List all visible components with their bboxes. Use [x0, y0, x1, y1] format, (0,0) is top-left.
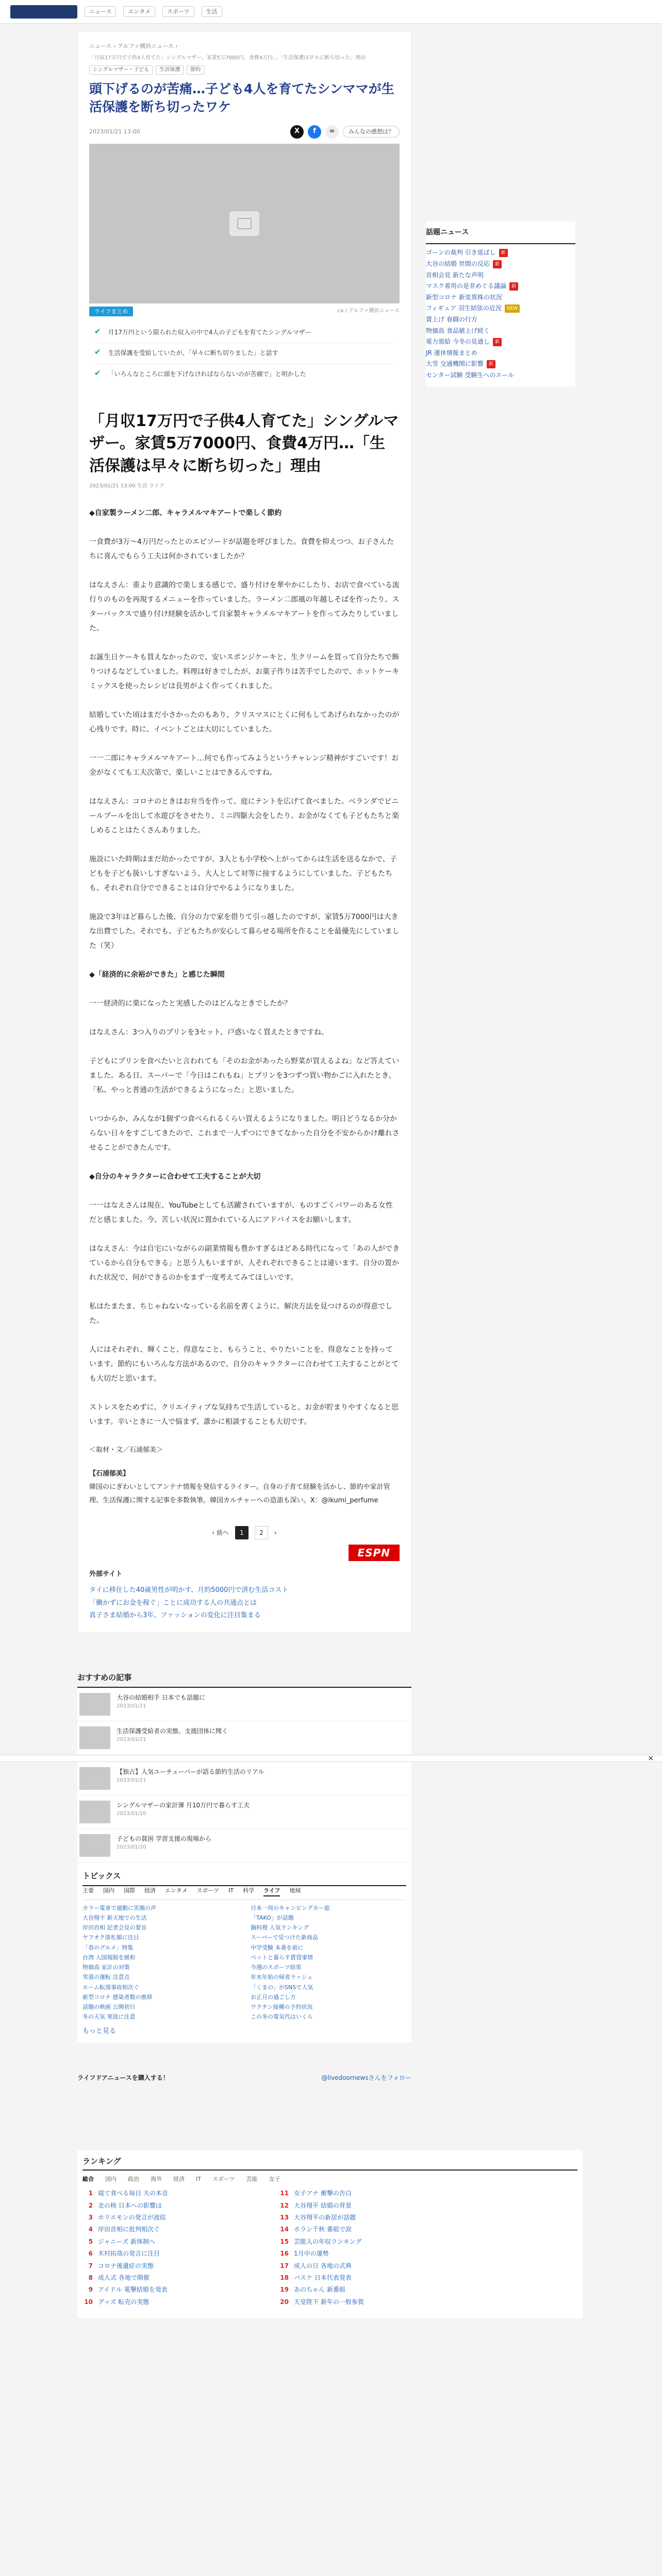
item-link[interactable]: 冬の天気 寒波に注意 [82, 2013, 136, 2021]
recommend-item[interactable]: 大谷の結婚相手 日本でも話題に 2023/01/21 [77, 1688, 411, 1721]
topic-item[interactable] [82, 1972, 237, 1982]
rank-number: 1 [88, 2190, 93, 2197]
item-link[interactable]: 成人式 各地で開催 [98, 2274, 150, 2282]
item-link[interactable]: カラー電車で通勤に笑顔の声 [82, 1904, 156, 1911]
recommend-item[interactable]: 【独占】人気ユーチューバーが語る節約生活のリアル 2023/01/21 [77, 1762, 411, 1795]
topic-item[interactable] [251, 1943, 405, 1953]
trending-item[interactable]: ゴーンの裁判 引き延ばし 新 [426, 247, 575, 259]
pager-prev[interactable]: ‹ 前へ [212, 1529, 229, 1536]
trending-item[interactable]: 賃上げ 春闘の行方 [426, 315, 477, 323]
item-link[interactable]: 鍋料理 人気ランキング [251, 1924, 309, 1931]
ranking-item[interactable] [82, 2296, 258, 2308]
ranking-heading: ランキング [82, 2155, 577, 2171]
ranking-tab[interactable]: IT [196, 2175, 201, 2182]
trending-item[interactable]: センター試験 受験生へのエール [426, 371, 515, 379]
rank-number: 13 [280, 2214, 289, 2222]
pager-page-1[interactable]: 1 [235, 1526, 249, 1539]
topic-item[interactable] [82, 1923, 237, 1933]
ranking-item[interactable] [82, 2236, 258, 2248]
thumbnail [79, 1834, 110, 1857]
summary-item: ✔ 生活保護を受給していたが、「早々に断ち切りました」と話す [94, 343, 394, 364]
ranking-tabs [82, 2175, 577, 2184]
trending-box [426, 222, 575, 386]
buy-link[interactable]: ライフドアニュースを購入する！ [77, 2074, 169, 2081]
new-badge: NEW [505, 304, 520, 313]
rank-number: 7 [88, 2262, 93, 2269]
recommend-item[interactable]: シングルマザーの家計簿 月10万円で暮らす工夫 2023/01/20 [77, 1795, 411, 1829]
content-wrap [0, 24, 662, 1633]
ranking-tab[interactable]: 政治 [128, 2175, 139, 2182]
item-link[interactable]: あのちゃん 新番組 [294, 2286, 345, 2294]
topic-item[interactable] [251, 1962, 405, 1972]
article-paragraph: はなえさん：コロナのときはお弁当を作って、庭にテントを広げて食べました。ベランダでビニールプールを出して水遊びをさせたり、ミニ四駆大会をしたり。お金がなくても子どもたちと楽しめることはたくさんありました。 [89, 798, 400, 835]
item-link[interactable]: バスケ 日本代表発表 [294, 2274, 352, 2282]
article-paragraph: 子どもにプリンを食べたいと言われても「そのお金があったら野菜が買えるよね」など答えていました。ある日、スーパーで「今日はこれもね」とプリンを3つずつ買い物かごに入れたとき、「私、やっと普通の生活ができるようになった」と思いました。 [89, 1057, 400, 1095]
tag-saving[interactable]: 節約 [187, 65, 204, 75]
topic-item[interactable] [251, 1913, 405, 1923]
topic-item[interactable] [251, 1992, 405, 2002]
item-link[interactable]: 中学受験 本番を前に [251, 1944, 304, 1951]
thumbnail [79, 1693, 110, 1716]
item-link[interactable]: 大谷翔平 結婚の背景 [294, 2201, 352, 2209]
nav-chip-life[interactable]: 生活 [202, 6, 222, 18]
item-link[interactable]: 木村拓哉の発言に注目 [98, 2250, 160, 2258]
article-title: 「月収17万円で子供4人育てた」シングルマザー。家賃5万7000円、食費4万円…「生活保護は早々に断ち切った」理由 [89, 412, 399, 475]
ranking-item[interactable] [82, 2200, 258, 2212]
follow-link[interactable]: @livedoornewsさんをフォロー [321, 2074, 411, 2081]
article-paragraph: 一一はなえさんは現在、YouTubeとしても活躍されていますが、ものすごくパワーのある女性だと感じました。今、苦しい状況に置かれている人にアドバイスをお願いします。 [89, 1201, 393, 1225]
ranking-item[interactable] [278, 2200, 454, 2212]
rank-number: 14 [280, 2226, 289, 2233]
article-paragraph: 施設で3年ほど暮らした後、自分の力で家を借りて引っ越したのですが、家賃5万7000円は大きな出費でした。それでも、子どもたちが安心して暮らせる場所を作ることを最優先にしていました（笑） [89, 913, 400, 951]
article-subheading: ◆自家製ラーメン二郎、キャラメルマキアートで楽しく節約 [89, 509, 282, 518]
rank-number: 3 [88, 2214, 93, 2222]
item-link[interactable]: ペットと暮らす賃貸事情 [251, 1954, 313, 1961]
espn-banner[interactable] [89, 1545, 400, 1561]
topics-tab[interactable]: IT [228, 1887, 234, 1894]
ranking-tab[interactable]: 経済 [173, 2175, 185, 2182]
external-sites-heading: 外部サイト [89, 1570, 123, 1579]
rank-number: 12 [280, 2201, 289, 2209]
external-link[interactable]: タイに移住した40歳男性が明かす、月約5000円で済む生活コスト [89, 1586, 289, 1595]
article-paragraph: いつからか、みんなが1個ずつ食べられるくらい買えるようになりました。明日どうなるか分からない日々をすごしてきたので、これまで一人ずつにできてなかった自分を不安からかけ離れさせることができたんです。 [89, 1115, 400, 1153]
new-badge: 新 [493, 260, 502, 268]
ranking-tab[interactable]: スポーツ [212, 2175, 235, 2182]
topics-left-list [82, 1903, 237, 2022]
check-icon: ✔ [94, 347, 101, 357]
lower-section [77, 1664, 411, 1755]
ranking-item[interactable] [278, 2260, 454, 2272]
share-x-icon[interactable]: X [290, 125, 304, 139]
ranking-right [278, 2188, 454, 2308]
rank-number: 4 [88, 2226, 93, 2233]
close-icon[interactable]: × [648, 1754, 654, 1762]
overlay-close-bar [0, 1755, 662, 1762]
topic-item[interactable] [251, 1972, 405, 1982]
trending-item[interactable]: 大谷の結婚 世間の反応 新 [426, 259, 575, 270]
tag-list [89, 65, 400, 75]
new-badge: 新 [487, 360, 495, 368]
lower-section-2 [77, 1762, 411, 2083]
item-link[interactable]: 話題の映画 公開初日 [82, 2004, 136, 2011]
item-link[interactable]: 年末年始の帰省ラッシュ [251, 1974, 313, 1981]
ranking-item[interactable] [278, 2284, 454, 2296]
nav-chip-entertainment[interactable]: エンタメ [123, 6, 155, 18]
article-paragraph: 私はたまたま、ちじゃねないなっている名前を書くように、解決方法を見つけるのが得意でした。 [89, 1302, 392, 1326]
item-link[interactable]: ホラン千秋 番組で涙 [294, 2226, 352, 2233]
date-share-row [89, 125, 400, 139]
item-link[interactable]: 北の核 日本への影響は [98, 2201, 162, 2209]
ranking-item[interactable] [82, 2212, 258, 2224]
topic-item[interactable] [82, 1992, 237, 2002]
photo-credit: ca / アルファ横浜ニュース [337, 308, 400, 314]
ranking-columns [82, 2188, 577, 2308]
trending-item[interactable]: 首相会見 新たな声明 [426, 271, 484, 279]
item-link[interactable]: 「TAKO」が話題 [251, 1914, 294, 1921]
rank-number: 18 [280, 2274, 289, 2282]
recommend-list [77, 1688, 411, 1755]
item-link[interactable]: 芸能人の年収ランキング [294, 2238, 362, 2245]
rank-number: 11 [280, 2190, 289, 2197]
rank-number: 17 [280, 2262, 289, 2269]
item-link[interactable]: 新型コロナ 感染者数の推移 [82, 1993, 153, 2001]
article-paragraph: 人にはそれぞれ、輝くこと、得意なこと、もらうこと、やりたいことを、得意なことを持っています。節約にもいろんな方法があるので、自分のキャラクターに合わせて工夫することがとても大切だと思います。 [89, 1346, 399, 1383]
article-photo [89, 144, 400, 303]
article-paragraph: 一食費が3万～4万円だったとのエピソードが話題を呼びました。食費を抑えつつ、お子さんたちに喜んでもらう工夫は何かされていましたか？ [89, 538, 394, 561]
topic-item[interactable] [251, 1923, 405, 1933]
article-paragraph: お誕生日ケーキも買えなかったので、安いスポンジケーキと、生クリームを買って自分たちで飾りつけるなどしていました。料理は好きでしたが、お菓子作りは苦手でしたので、ホットケーキミックスを使ったレシピは長男がよく作ってくれました。 [89, 653, 400, 691]
topics-heading: トピックス [82, 1868, 406, 1886]
article-paragraph: 一一経済的に楽になったと実感したのはどんなときでしたか？ [89, 999, 291, 1008]
article-paragraph: はなえさん：今は自宅にいながらの副業情報も豊かすぎるほどある時代になって「あの人ができているから自分もできる」と思う人もいますが、人それぞれできることは違います。自分の置かれた状況で、何ができるのかをまず一度考えてみてほしいです。 [89, 1245, 400, 1282]
external-links [89, 1584, 400, 1622]
author-credits [89, 1444, 400, 1507]
item-link[interactable]: 大谷翔平の新居が話題 [294, 2214, 356, 2222]
ranking-item[interactable] [82, 2272, 258, 2284]
nav-chip-news[interactable]: ニュース [85, 6, 116, 18]
topics-tab[interactable]: 主要 [82, 1887, 94, 1894]
ranking-tab[interactable]: 女子 [269, 2175, 280, 2182]
sidebar [426, 31, 575, 1633]
topic-item[interactable] [82, 1953, 237, 1962]
reaction-button[interactable]: みんなの感想は？ [343, 126, 400, 138]
rank-number: 6 [88, 2250, 93, 2258]
copy-link-icon[interactable]: ∞ [325, 125, 339, 139]
recommend-item[interactable]: 子どもの貧困 学習支援の現場から 2023/01/20 [77, 1829, 411, 1862]
topics-columns [82, 1903, 406, 2022]
article-body [89, 506, 400, 1429]
topics-more-link[interactable]: もっと見る [82, 2027, 117, 2035]
ranking-item[interactable] [82, 2224, 258, 2235]
item-link[interactable]: 1月中の運勢 [294, 2250, 329, 2258]
topic-item[interactable] [82, 2002, 237, 2012]
external-link[interactable]: 真子さま結婚から3年、ファッションの変化に注目集まる [89, 1612, 261, 1620]
article-subheading: ◆「経済的に余裕ができた」と感じた瞬間 [89, 971, 225, 979]
thumbnail [79, 1801, 110, 1823]
nav-chip-sports[interactable]: スポーツ [162, 6, 194, 18]
new-badge: 新 [493, 338, 502, 346]
item-link[interactable]: ジャニーズ 新体制へ [98, 2238, 155, 2245]
article-paragraph: 結婚していた頃はまだ小さかったのもあり、クリスマスにとくに何もしてあげられなかったのが心残りです。時に、イベントごとは大切にしていました。 [89, 711, 400, 734]
ranking-left [82, 2188, 258, 2308]
item-link[interactable]: 台湾 入国規制を緩和 [82, 1954, 136, 1961]
item-link[interactable]: グッズ 転売の実態 [98, 2298, 150, 2306]
article-date: 2023/01/21 13:00 生活 ライフ [89, 483, 164, 489]
article-paragraph: ストレスをためずに、クリエイティブな気持ちで生活していると、お金が貯まりやすくなると思います。辛いときに一人で悩まず、誰かに相談することも大切です。 [89, 1403, 399, 1427]
item-link[interactable]: 大谷翔平 新天地での生活 [82, 1914, 147, 1921]
topics-tab[interactable]: スポーツ [196, 1887, 220, 1894]
item-link[interactable]: 女子アナ 衝撃の告白 [294, 2190, 352, 2197]
breadcrumb[interactable]: ニュース › アルファ横浜ニュース › [89, 43, 178, 49]
topics-tab[interactable]: 地域 [289, 1887, 301, 1894]
item-link[interactable]: 寝て食べる毎日 夫の本音 [98, 2190, 168, 2197]
topic-item[interactable] [251, 1982, 405, 1992]
summary-item: ✔ 「いろんなところに頭を下げなければならないのが苦痛で」と明かした [94, 368, 306, 378]
trending-item[interactable]: JR 運休情報まとめ [426, 349, 477, 357]
topic-item[interactable] [251, 1953, 405, 1962]
article-subheading: ◆自分のキャラクターに合わせて工夫することが大切 [89, 1173, 261, 1181]
ranking-box [77, 2150, 583, 2319]
recommend-list-more [77, 1762, 411, 1862]
trending-item[interactable]: 電力需給 今冬の見通し 新 [426, 336, 575, 348]
rank-number: 19 [280, 2286, 289, 2294]
trending-item[interactable]: フィギュア 羽生結弦の近況 NEW [426, 303, 575, 314]
item-link[interactable]: 物価高 家計の対策 [82, 1964, 130, 1971]
thumbnail [79, 1767, 110, 1790]
item-link[interactable]: 岸田首相に批判相次ぐ [98, 2226, 160, 2233]
recommend-item[interactable]: 生活保護受給者の実態、支援団体に聞く 2023/01/21 [77, 1721, 411, 1755]
item-link[interactable]: お正月の過ごし方 [251, 1993, 296, 2001]
topic-item[interactable] [82, 1933, 237, 1942]
new-badge: 新 [499, 249, 508, 257]
espn-logo: ESPN [349, 1545, 400, 1561]
pager-page-2[interactable]: 2 [255, 1526, 268, 1539]
trending-heading: 話題ニュース [426, 222, 575, 244]
author-bio-heading: 【石浦郁美】 [89, 1470, 130, 1478]
item-link[interactable]: 「くまの」がSNSで人気 [251, 1984, 313, 1991]
article-paragraph: はなえさん：3つ入りのプリンを3セット、戸惑いなく買えたときですね。 [89, 1028, 328, 1037]
item-link[interactable]: ホリエモンの発言が波紋 [98, 2214, 166, 2222]
item-link[interactable]: この冬の電気代はいくら [251, 2013, 313, 2021]
follow-row [77, 2073, 411, 2083]
topic-item[interactable] [251, 2002, 405, 2012]
rank-number: 8 [88, 2274, 93, 2282]
item-link[interactable]: 「春のグルメ」特集 [82, 1944, 134, 1951]
trending-item[interactable]: 大雪 交通機関に影響 新 [426, 359, 575, 370]
check-icon: ✔ [94, 368, 101, 378]
article-paragraph: 一一二郎にキャラメルマキアート…何でも作ってみようというチャレンジ精神がすごいです！お金がなくても工夫次第で、楽しいことはできるんですね。 [89, 754, 399, 777]
trending-list [426, 247, 575, 381]
photo-caption-row [89, 307, 400, 317]
rank-number: 16 [280, 2250, 289, 2258]
rank-number: 9 [88, 2286, 93, 2294]
image-placeholder-icon [229, 211, 259, 236]
topics-box [77, 1862, 411, 2042]
trending-item[interactable]: 物価高 食品値上げ続く [426, 327, 490, 334]
author-bio: 韓国のにぎわいとしてアンテナ情報を発信するライター。自身の子育て経験を活かし、節約や家計管理、生活保護に関する記事を多数執筆。韓国カルチャーへの造詣も深い。X：@ikumi_perfume [89, 1483, 390, 1505]
rank-number: 15 [280, 2238, 289, 2245]
trending-item[interactable]: マスク着用の是非めぐる議論 新 [426, 281, 575, 292]
topics-tab-active[interactable]: ライフ [263, 1886, 280, 1896]
summary-item: ✔ 月17万円という限られた収入の中で4人の子どもを育てたシングルマザー [94, 323, 394, 343]
topics-tab[interactable]: 国際 [124, 1887, 135, 1894]
item-link[interactable]: ワクチン接種の予約状況 [251, 2004, 313, 2011]
item-link[interactable]: 天皇陛下 新年の一般参賀 [294, 2298, 364, 2306]
category-badge[interactable]: ライフまとめ [89, 307, 133, 317]
rank-number: 20 [280, 2298, 289, 2306]
item-link[interactable]: スーパーで見つけた新商品 [251, 1934, 318, 1941]
new-badge: 新 [509, 282, 518, 291]
ranking-item[interactable] [82, 2260, 258, 2272]
rank-number: 5 [88, 2238, 93, 2245]
ranking-tab[interactable]: 総合 [82, 2175, 94, 2182]
trending-item[interactable]: 新型コロナ 新変異株の状況 [426, 293, 502, 301]
item-link[interactable]: アイドル 電撃結婚を発表 [98, 2286, 168, 2294]
article-column [77, 31, 411, 1633]
topic-item[interactable] [251, 1933, 405, 1942]
ranking-item[interactable] [278, 2296, 454, 2308]
summary-list [89, 323, 400, 384]
tag-single-mother[interactable]: シングルマザー・子ども [89, 65, 153, 75]
topics-tabs [82, 1886, 406, 1900]
item-link[interactable]: 成人の日 各地の式典 [294, 2262, 352, 2269]
item-link[interactable]: 今週のスポーツ結果 [251, 1964, 302, 1971]
item-link[interactable]: 岸田首相 記者会見の要旨 [82, 1924, 147, 1931]
topic-item[interactable] [82, 1962, 237, 1972]
ranking-item[interactable] [82, 2248, 258, 2260]
topic-item[interactable] [251, 1903, 405, 1913]
share-buttons [290, 125, 400, 139]
item-link[interactable]: 日本一周のキャンピングカー旅 [251, 1904, 330, 1911]
ranking-item[interactable] [278, 2188, 454, 2199]
page-headline: 頭下げるのが苦痛…子ども4人を育てたシンママが生活保護を断ち切ったワケ [89, 81, 394, 114]
article-paragraph: はなえさん：重より意識的で楽しまる感じで、盛り付けを華やかにしたり、お店で食べている流行りのものを再現するメニューを作っていました。ラーメン二郎風の年越しそばを作ったり、スターバックスで盛り付け経験を活かして自家製キャラメルマキアートを作ってみたりしていました。 [89, 581, 400, 633]
topic-item[interactable] [82, 1943, 237, 1953]
site-logo[interactable] [10, 5, 77, 19]
topic-item[interactable] [82, 1913, 237, 1923]
pager-next[interactable]: › [274, 1529, 277, 1536]
rank-number: 2 [88, 2201, 93, 2209]
ranking-item[interactable] [82, 2284, 258, 2296]
external-link[interactable]: 「働かずにお金を稼ぐ」ことに成功する人の共通点とは [89, 1599, 257, 1607]
ranking-item[interactable] [82, 2188, 258, 2199]
thumbnail [79, 1726, 110, 1749]
check-icon: ✔ [94, 327, 101, 336]
topics-right-list [251, 1903, 405, 2022]
ranking-item[interactable] [278, 2212, 454, 2224]
publish-date: 2023/01/21 13:00 [89, 128, 140, 135]
item-link[interactable]: 雪道の運転 注意点 [82, 1974, 130, 1981]
ranking-item[interactable] [278, 2248, 454, 2260]
topic-item[interactable] [251, 2012, 405, 2022]
topic-item[interactable] [82, 1903, 237, 1913]
ranking-tab[interactable]: 海外 [151, 2175, 162, 2182]
topics-tab[interactable]: 経済 [144, 1887, 156, 1894]
topics-tab[interactable]: エンタメ [165, 1887, 188, 1894]
item-link[interactable]: コロナ後遺症の実態 [98, 2262, 154, 2269]
article-paragraph: 施設にいた時期はまだ幼かったですが、3人とも小学校へ上がってからは生活を送るなかで、子どもを子ども扱いしすぎないよう、大人として対等に接するようにしていました。子どもたちも、それぞれ自分でできることは自分でやるようになりました。 [89, 855, 397, 893]
pagination [89, 1526, 400, 1539]
ranking-item[interactable] [278, 2272, 454, 2284]
tag-welfare[interactable]: 生活保護 [156, 65, 184, 75]
ranking-item[interactable] [278, 2236, 454, 2248]
recommend-heading: おすすめの記事 [77, 1664, 411, 1688]
topics-tab[interactable]: 科学 [243, 1887, 255, 1894]
share-facebook-icon[interactable]: f [308, 125, 321, 139]
item-link[interactable]: ホーム転落事故相次ぐ [82, 1984, 139, 1991]
author-line: ＜取材・文／石浦郁美＞ [89, 1446, 163, 1454]
top-bar [0, 0, 662, 24]
rank-number: 10 [84, 2298, 93, 2306]
item-link[interactable]: ヤフオク落札額に注目 [82, 1934, 139, 1941]
topic-item[interactable] [82, 2012, 237, 2022]
ranking-item[interactable] [278, 2224, 454, 2235]
topics-tab[interactable]: 国内 [103, 1887, 114, 1894]
related-article-line[interactable]: 「月収17万円で子供4人育てた」シングルマザー。家賃5万7000円、食費4万円…「生活保護は早々に断ち切った」理由 [89, 55, 366, 61]
ranking-tab[interactable]: 国内 [105, 2175, 117, 2182]
ranking-tab[interactable]: 芸能 [246, 2175, 258, 2182]
topic-item[interactable] [82, 1982, 237, 1992]
